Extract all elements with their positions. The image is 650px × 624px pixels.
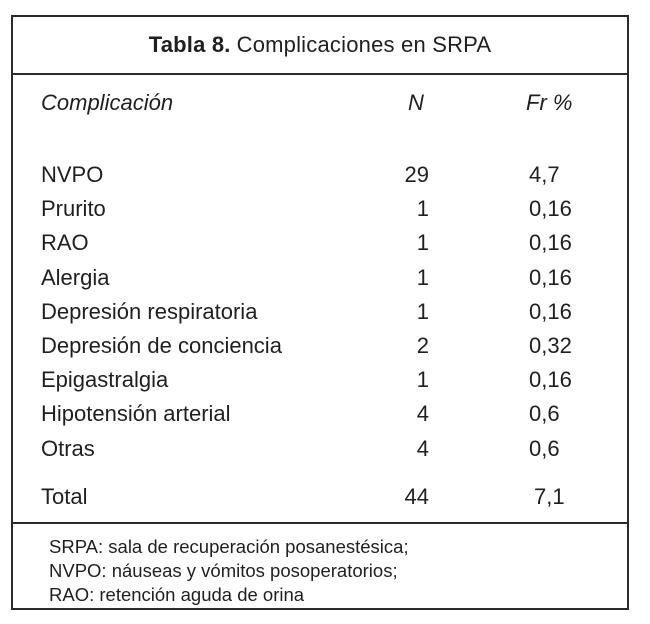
row-name: Prurito — [41, 196, 106, 222]
table-row — [13, 367, 627, 401]
table-frame — [11, 15, 629, 610]
row-n: 29 — [404, 162, 429, 187]
total-label: Total — [41, 484, 88, 509]
table-row — [13, 196, 627, 230]
row-fr: 0,16 — [529, 264, 572, 290]
header-n: N — [408, 90, 424, 115]
header-complication: Complicación — [41, 90, 174, 115]
table-row — [13, 230, 627, 264]
row-n: 1 — [416, 298, 429, 324]
row-name: Otras — [41, 435, 95, 461]
row-name: Hipotensión arterial — [41, 401, 231, 427]
row-fr: 0,16 — [529, 298, 572, 324]
row-n: 1 — [416, 264, 429, 290]
row-name: NVPO — [41, 162, 104, 187]
footnote-rao: RAO: retención aguda de orina — [49, 584, 305, 605]
row-name: Depresión respiratoria — [41, 298, 258, 324]
table-caption: Complicaciones en SRPA — [236, 32, 492, 57]
table-footnotes — [13, 522, 627, 608]
row-fr: 0,16 — [529, 367, 572, 393]
row-n: 4 — [416, 435, 429, 461]
table-row — [13, 162, 627, 196]
row-n: 1 — [416, 230, 429, 256]
row-fr: 0,32 — [529, 332, 572, 358]
row-name: Depresión de conciencia — [41, 332, 282, 358]
row-name: Epigastralgia — [41, 367, 169, 393]
table-total-row — [13, 484, 627, 518]
table-row — [13, 265, 627, 299]
row-fr: 0,16 — [529, 196, 572, 222]
table-body — [13, 162, 627, 470]
row-n: 4 — [416, 401, 429, 427]
row-n: 1 — [416, 196, 429, 222]
row-n: 1 — [416, 367, 429, 393]
table-row — [13, 299, 627, 333]
total-fr: 7,1 — [534, 484, 565, 509]
table-row — [13, 436, 627, 470]
table-number: Tabla 8. — [148, 32, 231, 57]
footnote-srpa: SRPA: sala de recuperación posanestésica; — [49, 536, 409, 557]
row-name: Alergia — [41, 264, 110, 290]
row-fr: 0,6 — [529, 401, 560, 427]
table-row — [13, 333, 627, 367]
row-fr: 4,7 — [529, 162, 560, 187]
table-row — [13, 401, 627, 435]
row-n: 2 — [416, 332, 429, 358]
row-fr: 0,6 — [529, 435, 560, 461]
total-n: 44 — [404, 484, 429, 509]
footnote-nvpo: NVPO: náuseas y vómitos posoperatorios; — [49, 560, 398, 581]
table-title — [13, 17, 627, 75]
header-fr: Fr % — [526, 90, 573, 115]
row-fr: 0,16 — [529, 230, 572, 256]
row-name: RAO — [41, 230, 89, 256]
table-header-row — [13, 73, 627, 147]
